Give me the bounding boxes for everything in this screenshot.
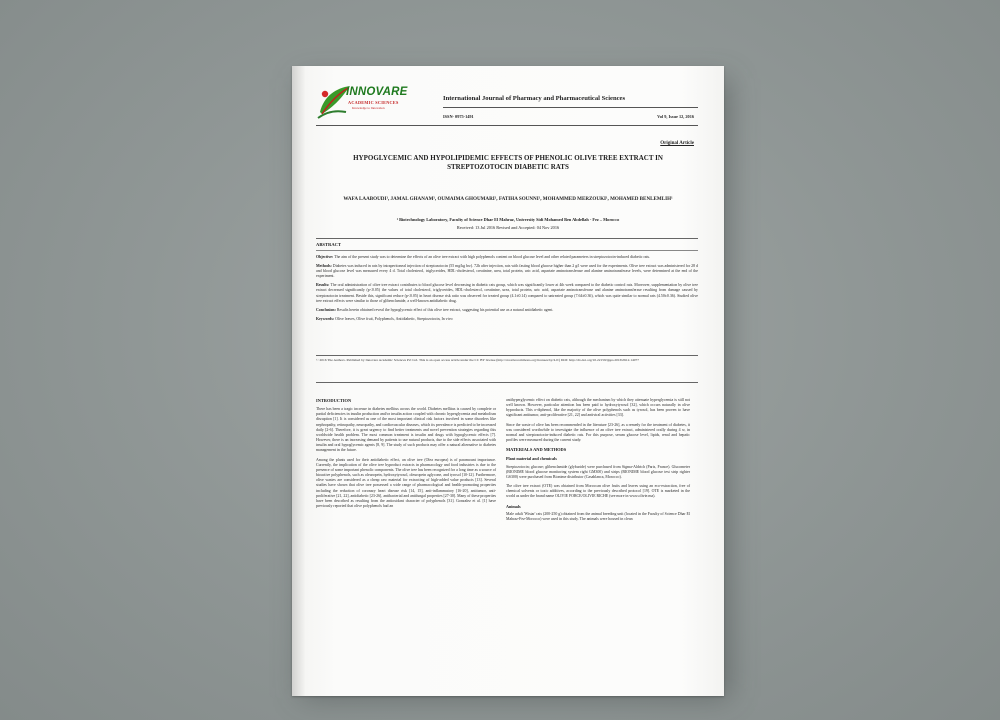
header-rule-bottom xyxy=(316,125,698,126)
journal-title: International Journal of Pharmacy and Pharmaceutical Sciences xyxy=(443,95,626,102)
abstract-conclusion: Conclusion: Results herein obtained reveal the hypoglycemic effect of this olive tree extract, suggesting his potential use as a natural antidiabetic agent. xyxy=(316,307,554,312)
abstract-methods: Methods: Diabetes was induced in rats by intraperitoneal injection of streptozotocin (55 mg/kg bw). 72h after injection, rats with fasting blood glucose higher than 2 g/l were used for the experiments. Olive tree extract was administered for 28 d and blood glucose level was measured every 4 d. Total cholesterol, triglycerides, HDL-cholesterol, creatinine, urea, total protein, uric acid, aspartate aminotransferase and alanine aminotransferase levels, were determined at the end of the experiment. xyxy=(316,264,698,279)
right-column xyxy=(506,398,690,526)
abstract-rule xyxy=(316,250,698,251)
paragraph: Among the plants used for their antidiabetic effect, an olive tree (Olea europea) is of paramount importance. Currently, the implication of the olive tree byproduct extracts in pharmacology and food industries is due to the presence of some important phenolic components. The olive tree has been recognized for a long time as a source of bioactive polyphenols, such as oleuropein, hydroxytyrosol, oleuropein aglycone, and tyrosol [10-12]. Furthermore, olive wastes are considered as a cheap raw material for extracting of high-added value products [13]. Several studies have shown that olive tree possessed a wide range of pharmacological and health-promoting properties including the reduction of coronary heart disease risk [14, 15], anti-inflammatory [16-20], antitumor, anti-proliferative [21, 22], antidiabetic [23-26], antibacterial and antifungal properties [27-30]. Many of these properties have been described as resulting from the antioxidant character of polyphenols [31]. Gonzalez et al. [1] have previously reported that olive polyphenols had an xyxy=(316,457,496,508)
received-dates: Received: 13 Jul 2016 Revised and Accepted: 04 Nov 2016 xyxy=(456,225,560,230)
animals-heading: Animals xyxy=(506,503,521,509)
header-rule xyxy=(443,107,698,108)
paragraph: Streptozotocin; glucose; glibenclamide (glyburide) were purchased from Sigma-Aldrich (Paris, France). Glucometer (BIONIME blood glucose monitoring system right GM300) and strips (BIONIME blood glucose test strip righter GS300) were purchased from Bionime distributor (Casablanca, Morocco). xyxy=(506,464,690,479)
abstract xyxy=(316,238,698,356)
abstract-heading: ABSTRACT xyxy=(316,242,342,247)
article-type: Original Article xyxy=(660,141,694,146)
paragraph: There has been a tragic increase in diabetes mellitus across the world. Diabetes mellitus is caused by complete or partial deficiencies in insulin production and/or insulin action coupled with chronic hyperglycemia and metabolism disruption [1]. It is considered as one of the most important clinical risk factors involved in some disorders like nephropathy, retinopathy, neuropathy, and cardiovascular diseases, which its prevalence is predicted to be increased daily [2-6]. Therefore, it is great urgency to find better treatments and novel prevention strategies regarding this worldwide health problem. The most common treatment is insulin and drugs with hypoglycemic effects [7]. However, there is an increasing demand by patients to use natural products, due to the side effects associated with insulin and oral hypoglycemic agents [8, 9]. The study of such products may offer a natural alternative to diabetes management in the future. xyxy=(316,407,496,453)
abstract-objective: Objective: The aim of the present study was to determine the effects of an olive tree extract with high polyphenols content on blood glucose level and other related parameters in streptozotocin-induced diabetic rats. xyxy=(316,255,651,259)
abstract-results: Results: The oral administration of olive tree extract contributes to blood glucose level decreasing in diabetic rats group, which was significantly lower at 4th week compared to the diabetic control rats. Moreover, supplementation by olive tree extract decreased significantly (p<0.05) the values of total cholesterol, triglycerides, HDL-cholesterol, creatinine, urea, total protein, uric acid, aspartate aminotransferase and alanine aminotransferase resulting from damage caused by streptozotocin treatment. Beside this, significant reduce (p<0.05) in heart disease risk ratio was observed for treated group (4.1±0.14) compared to untreated group (7.64±0.36), which was quite similar to normal rats (4.50±0.36). Studied olive tree extract effects were similar to those of glibenclamide, a well-known antidiabetic drug. xyxy=(316,283,698,303)
body-rule xyxy=(316,382,698,383)
plant-material-heading: Plant material and chemicals xyxy=(506,456,557,462)
paragraph: antihyperglycemic effect on diabetic rats, although the mechanism by which they attenuate hyperglycemia is still not well known. However, particular attention has been paid to hydroxytyrosol [32], which occurs naturally in olive byproducts. This o-diphenol, like the majority of the olive polyphenols such as tyrosol, has been proven to have significant antitumor, anti-proliferative [21, 22] and antiviral activities [33]. xyxy=(506,398,690,418)
paragraph: Since the waste of olive has been recommended in the literature [23-26], as a remedy for the treatment of diabetes, it was considered worthwhile to investigate the influence of an olive tree extract, administered orally during 4 w, in normal and streptozotocin-induced diabetic rats. For this purpose, serum glucose level, lipids, renal and hepatic profiles were measured during the current study. xyxy=(506,422,690,443)
author-list: WAFA LAABOUDI¹, JAMAL GHANAM¹, OUMAIMA GHOUMARI¹, FATIHA SOUNNI¹, MOHAMMED MERZOUKI¹, MOHAMED BENLEMLIH¹ xyxy=(343,196,673,202)
article-title: HYPOGLYCEMIC AND HYPOLIPIDEMIC EFFECTS OF PHENOLIC OLIVE TREE EXTRACT IN STREPTOZOTOCIN DIABETIC RATS xyxy=(353,154,663,172)
publisher-logo xyxy=(316,82,426,124)
abstract-keywords: Keywords: Olive leaves, Olive fruit, Polyphenols, Antidiabetic, Streptozotocin, In vivo xyxy=(316,316,453,321)
affiliation: ¹ Biotechnology Laboratory, Faculty of Science Dhar El Mahraz, University Sidi Mohamed Ben Abdellah - Fez – Morocco xyxy=(396,217,620,222)
paper-page xyxy=(292,66,724,696)
paragraph: The olive tree extract (OTE) was obtained from Moroccan olive fruits and leaves using an eco-extraction, free of chemical solvents or toxic additives, according to the previously described protocol [19]. OTE is marketed in the world as under the brand name OLIVIE FORCE/OLIVIE RICHE (see more in www.olivie.ma). xyxy=(506,484,690,499)
volume-issue: Vol 9, Issue 12, 2016 xyxy=(657,114,694,119)
abstract-body xyxy=(316,255,698,326)
logo-subtitle: ACADEMIC SCIENCES xyxy=(348,100,399,105)
left-column xyxy=(316,398,496,513)
logo-tagline: Knowledge to Innovation xyxy=(352,106,385,110)
logo-name: INNOVARE xyxy=(346,86,408,98)
copyright-notice: © 2016 The Authors. Published by Innovare Academic Sciences Pvt Ltd. This is an open access article under the CC BY license (http://creativecommons.org/licenses/by/4.0/) DOI: http://dx.doi.org/10.22159/ijpps.2016v8i12.14077 xyxy=(316,358,639,362)
introduction-heading: INTRODUCTION xyxy=(316,398,352,403)
methods-heading: MATERIALS AND METHODS xyxy=(506,447,567,453)
issn: ISSN- 0975-1491 xyxy=(443,114,474,119)
paragraph: Male adult 'Wistar' rats (200-250 g) obtained from the animal breeding unit (located in the Faculty of Science Dhar El Mahraz-Fez-Morocco) were used in this study. The animals were housed in clean xyxy=(506,511,690,521)
